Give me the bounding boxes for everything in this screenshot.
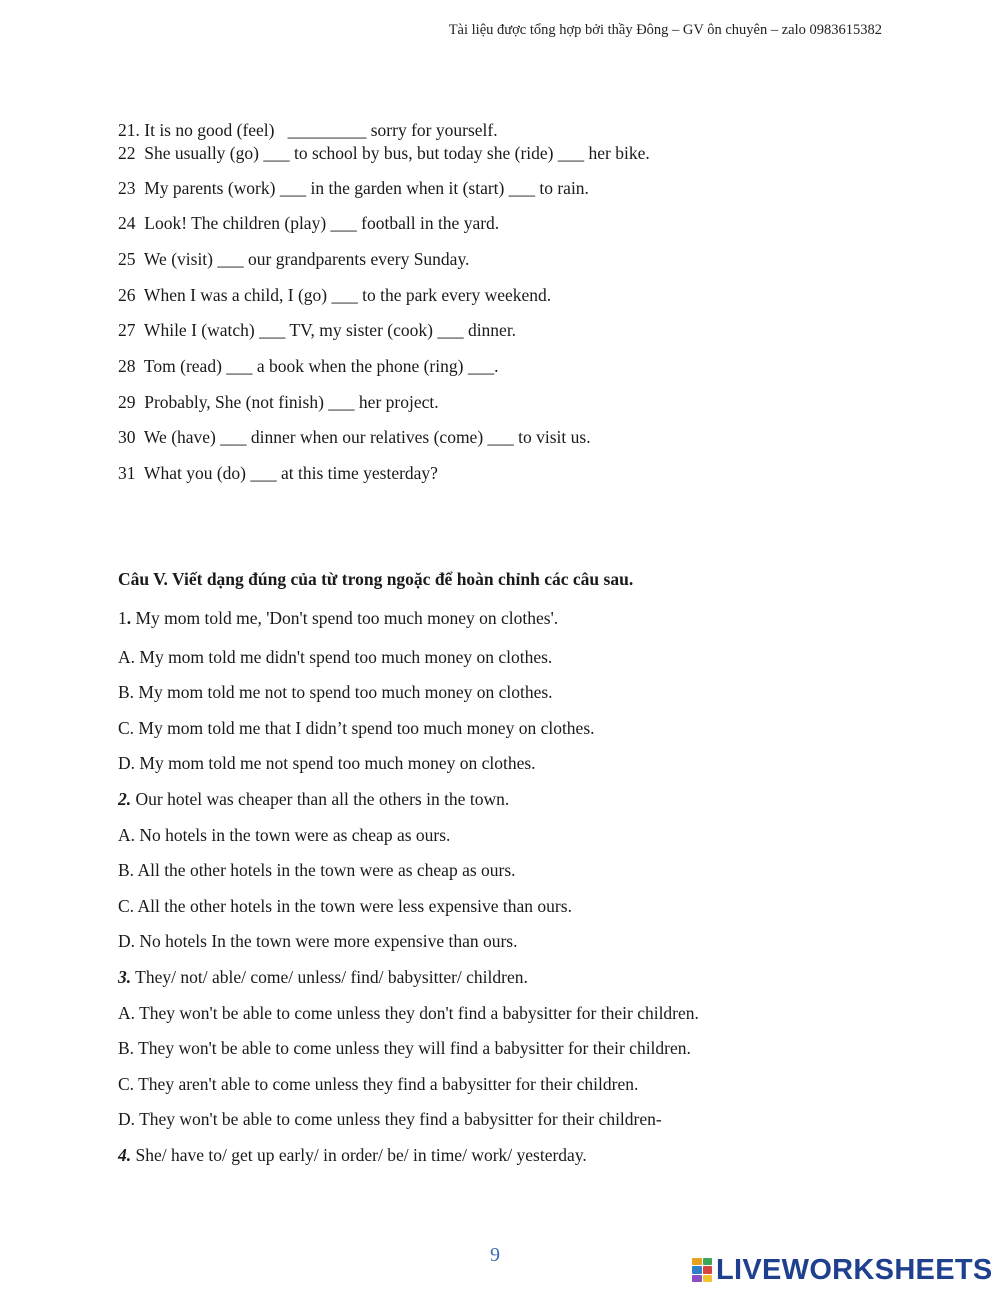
logo-cell [692,1266,702,1273]
item-number: 29 [118,392,136,412]
question-number-suffix: . [126,608,132,628]
question-text: Our hotel was cheaper than all the others in the town. [131,789,510,809]
question-1-option-c: C. My mom told me that I didn’t spend too much money on clothes. [118,718,595,738]
question-3-option-d: D. They won't be able to come unless they find a babysitter for their children- [118,1109,662,1129]
question-1-option-d: D. My mom told me not spend too much money on clothes. [118,753,536,773]
exercise-item-25 [118,248,469,270]
exercise-item-31 [118,462,438,484]
item-number: 31 [118,463,136,483]
question-3-option-a: A. They won't be able to come unless they don't find a babysitter for their children. [118,1003,699,1023]
question-2-option-d: D. No hotels In the town were more expensive than ours. [118,931,518,951]
section-title: Câu V. Viết dạng đúng của từ trong ngoặc để hoàn chỉnh các câu sau. [118,569,634,589]
item-text: Tom (read) ___ a book when the phone (ring) ___. [135,356,499,376]
logo-cell [703,1266,713,1273]
exercise-item-22 [118,142,650,164]
question-2-option-b: B. All the other hotels in the town were as cheap as ours. [118,860,516,880]
item-text: She usually (go) ___ to school by bus, but today she (ride) ___ her bike. [135,143,650,163]
logo-cell [692,1258,702,1265]
item-text: It is no good (feel) _________ sorry for yourself. [139,120,498,140]
question-2-option-a: A. No hotels in the town were as cheap as ours. [118,825,451,845]
question-2-option-c: C. All the other hotels in the town were less expensive than ours. [118,896,572,916]
question-3-option-c: C. They aren't able to come unless they find a babysitter for their children. [118,1074,639,1094]
item-number: 23 [118,178,136,198]
question-number: 2. [118,789,132,809]
item-text: Look! The children (play) ___ football in the yard. [135,213,500,233]
question-text: My mom told me, 'Don't spend too much money on clothes'. [131,608,559,628]
question-1-prompt [118,607,558,629]
logo-text: LIVEWORKSHEETS [716,1253,993,1286]
question-4-prompt [118,1144,587,1166]
exercise-item-26 [118,284,551,306]
logo-cell [703,1275,713,1282]
item-text: My parents (work) ___ in the garden when it (start) ___ to rain. [135,178,589,198]
item-number: 21. [118,120,140,140]
item-number: 24 [118,213,136,233]
question-number: 1 [118,608,127,628]
item-number: 25 [118,249,136,269]
question-number: 4. [118,1145,132,1165]
item-number: 22 [118,143,136,163]
item-text: What you (do) ___ at this time yesterday? [135,463,438,483]
question-3-prompt [118,966,528,988]
item-number: 30 [118,427,136,447]
exercise-item-24 [118,212,499,234]
question-text: She/ have to/ get up early/ in order/ be/ in time/ work/ yesterday. [131,1145,587,1165]
exercise-item-28 [118,355,498,377]
page-number: 9 [490,1244,500,1266]
question-2-prompt [118,788,509,810]
question-number: 3. [118,967,132,987]
logo-cell [703,1258,713,1265]
item-text: When I was a child, I (go) ___ to the park every weekend. [135,285,552,305]
exercise-item-23 [118,177,589,199]
page-header: Tài liệu được tổng hợp bởi thầy Đông – GV ôn chuyên – zalo 0983615382 [448,22,882,38]
item-number: 28 [118,356,136,376]
question-3-option-b: B. They won't be able to come unless they will find a babysitter for their children. [118,1038,691,1058]
item-number: 26 [118,285,136,305]
question-1-option-b: B. My mom told me not to spend too much money on clothes. [118,682,553,702]
exercise-item-29 [118,391,439,413]
question-1-option-a: A. My mom told me didn't spend too much money on clothes. [118,647,553,667]
item-text: We (visit) ___ our grandparents every Sunday. [135,249,470,269]
item-number: 27 [118,320,136,340]
item-text: Probably, She (not finish) ___ her project. [135,392,439,412]
exercise-item-21 [118,119,498,141]
liveworksheets-logo[interactable] [692,1254,993,1286]
logo-grid-icon [692,1258,712,1282]
exercise-item-27 [118,319,516,341]
item-text: While I (watch) ___ TV, my sister (cook) ___ dinner. [135,320,517,340]
item-text: We (have) ___ dinner when our relatives (come) ___ to visit us. [135,427,591,447]
exercise-item-30 [118,426,591,448]
question-text: They/ not/ able/ come/ unless/ find/ babysitter/ children. [131,967,528,987]
logo-cell [692,1275,702,1282]
